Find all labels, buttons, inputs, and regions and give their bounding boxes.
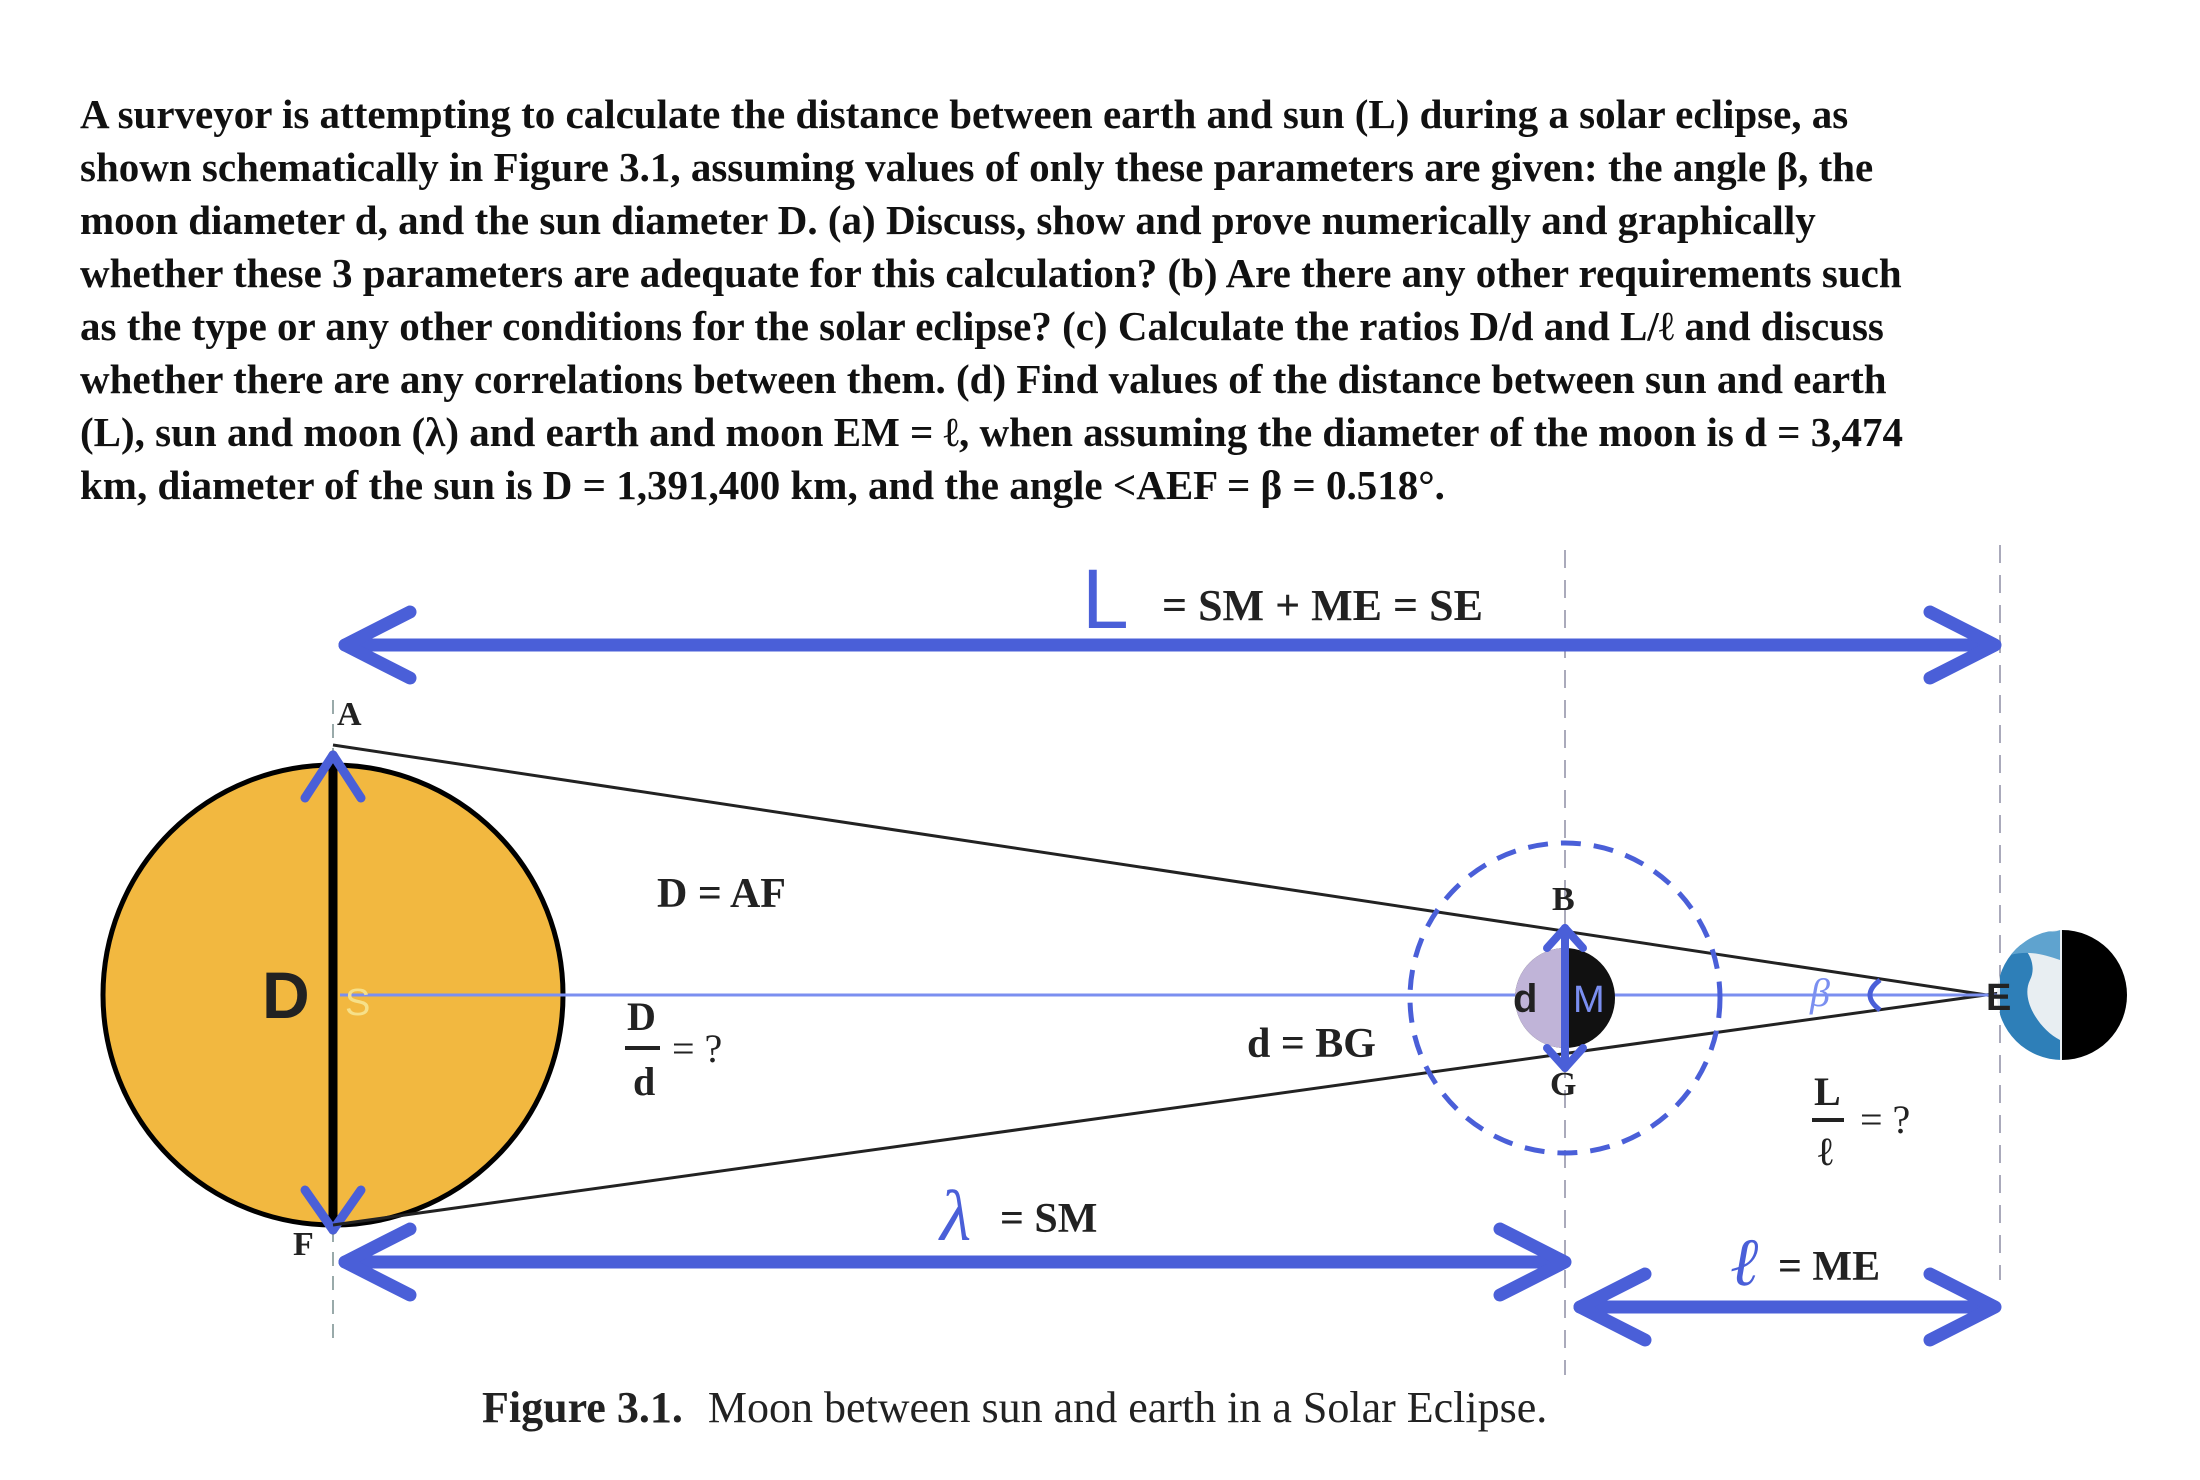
ratio-L-denominator: ℓ: [1818, 1129, 1833, 1174]
problem-line: moon diameter d, and the sun diameter D. (a) Discuss, show and prove numerically and graphically: [80, 197, 1816, 243]
D-equation: D = AF: [657, 871, 786, 917]
ratio-D-d: [625, 994, 722, 1104]
point-B: B: [1552, 881, 1575, 918]
caption-text: Moon between sun and earth in a Solar Eclipse.: [707, 1383, 1548, 1432]
caption-label: Figure 3.1.: [482, 1383, 683, 1432]
problem-line: shown schematically in Figure 3.1, assuming values of only these parameters are given: the angle β, the: [80, 144, 1874, 190]
ratio-D-denominator: d: [633, 1059, 656, 1104]
ratio-D-question: = ?: [672, 1026, 723, 1071]
tangent-line-top: [333, 745, 2000, 997]
ratio-L-question: = ?: [1860, 1097, 1911, 1142]
problem-line: (L), sun and moon (λ) and earth and moon EM = ℓ, when assuming the diameter of the moon is d = 3,474: [80, 409, 1904, 455]
point-M: M: [1573, 979, 1605, 1021]
point-G: G: [1550, 1066, 1577, 1103]
L-equation: = SM + ME = SE: [1162, 581, 1483, 630]
point-A: A: [337, 696, 362, 733]
problem-line: km, diameter of the sun is D = 1,391,400 km, and the angle <AEF = β = 0.518°.: [80, 462, 1445, 508]
sun-D-label: D: [262, 958, 310, 1032]
ell-equation: = ME: [1778, 1244, 1881, 1290]
ratio-D-numerator: D: [627, 994, 656, 1039]
beta-symbol: β: [1810, 970, 1830, 1015]
lambda-symbol: λ: [940, 1176, 972, 1256]
lambda-equation: = SM: [1000, 1196, 1098, 1242]
problem-line: as the type or any other conditions for the solar eclipse? (c) Calculate the ratios D/d and L/ℓ and discuss: [80, 303, 1884, 349]
figure-caption: [482, 1383, 1547, 1432]
point-S: S: [345, 982, 371, 1024]
point-F: F: [293, 1226, 314, 1263]
ratio-L-ell: [1812, 1069, 1910, 1174]
ell-symbol: ℓ: [1730, 1224, 1759, 1300]
d-equation: d = BG: [1247, 1021, 1376, 1067]
problem-line: whether there are any correlations between them. (d) Find values of the distance between sun and earth: [80, 356, 1887, 402]
problem-line: A surveyor is attempting to calculate the distance between earth and sun (L) during a solar eclipse, as: [80, 91, 1849, 137]
earth: [1997, 925, 2132, 1070]
point-E: E: [1986, 977, 2012, 1019]
moon-d-label: d: [1513, 977, 1538, 1021]
ratio-L-numerator: L: [1814, 1069, 1841, 1114]
tangent-line-bottom: [333, 993, 2000, 1225]
problem-line: whether these 3 parameters are adequate for this calculation? (b) Are there any other requirements such: [80, 250, 1902, 296]
L-symbol: L: [1082, 552, 1129, 646]
